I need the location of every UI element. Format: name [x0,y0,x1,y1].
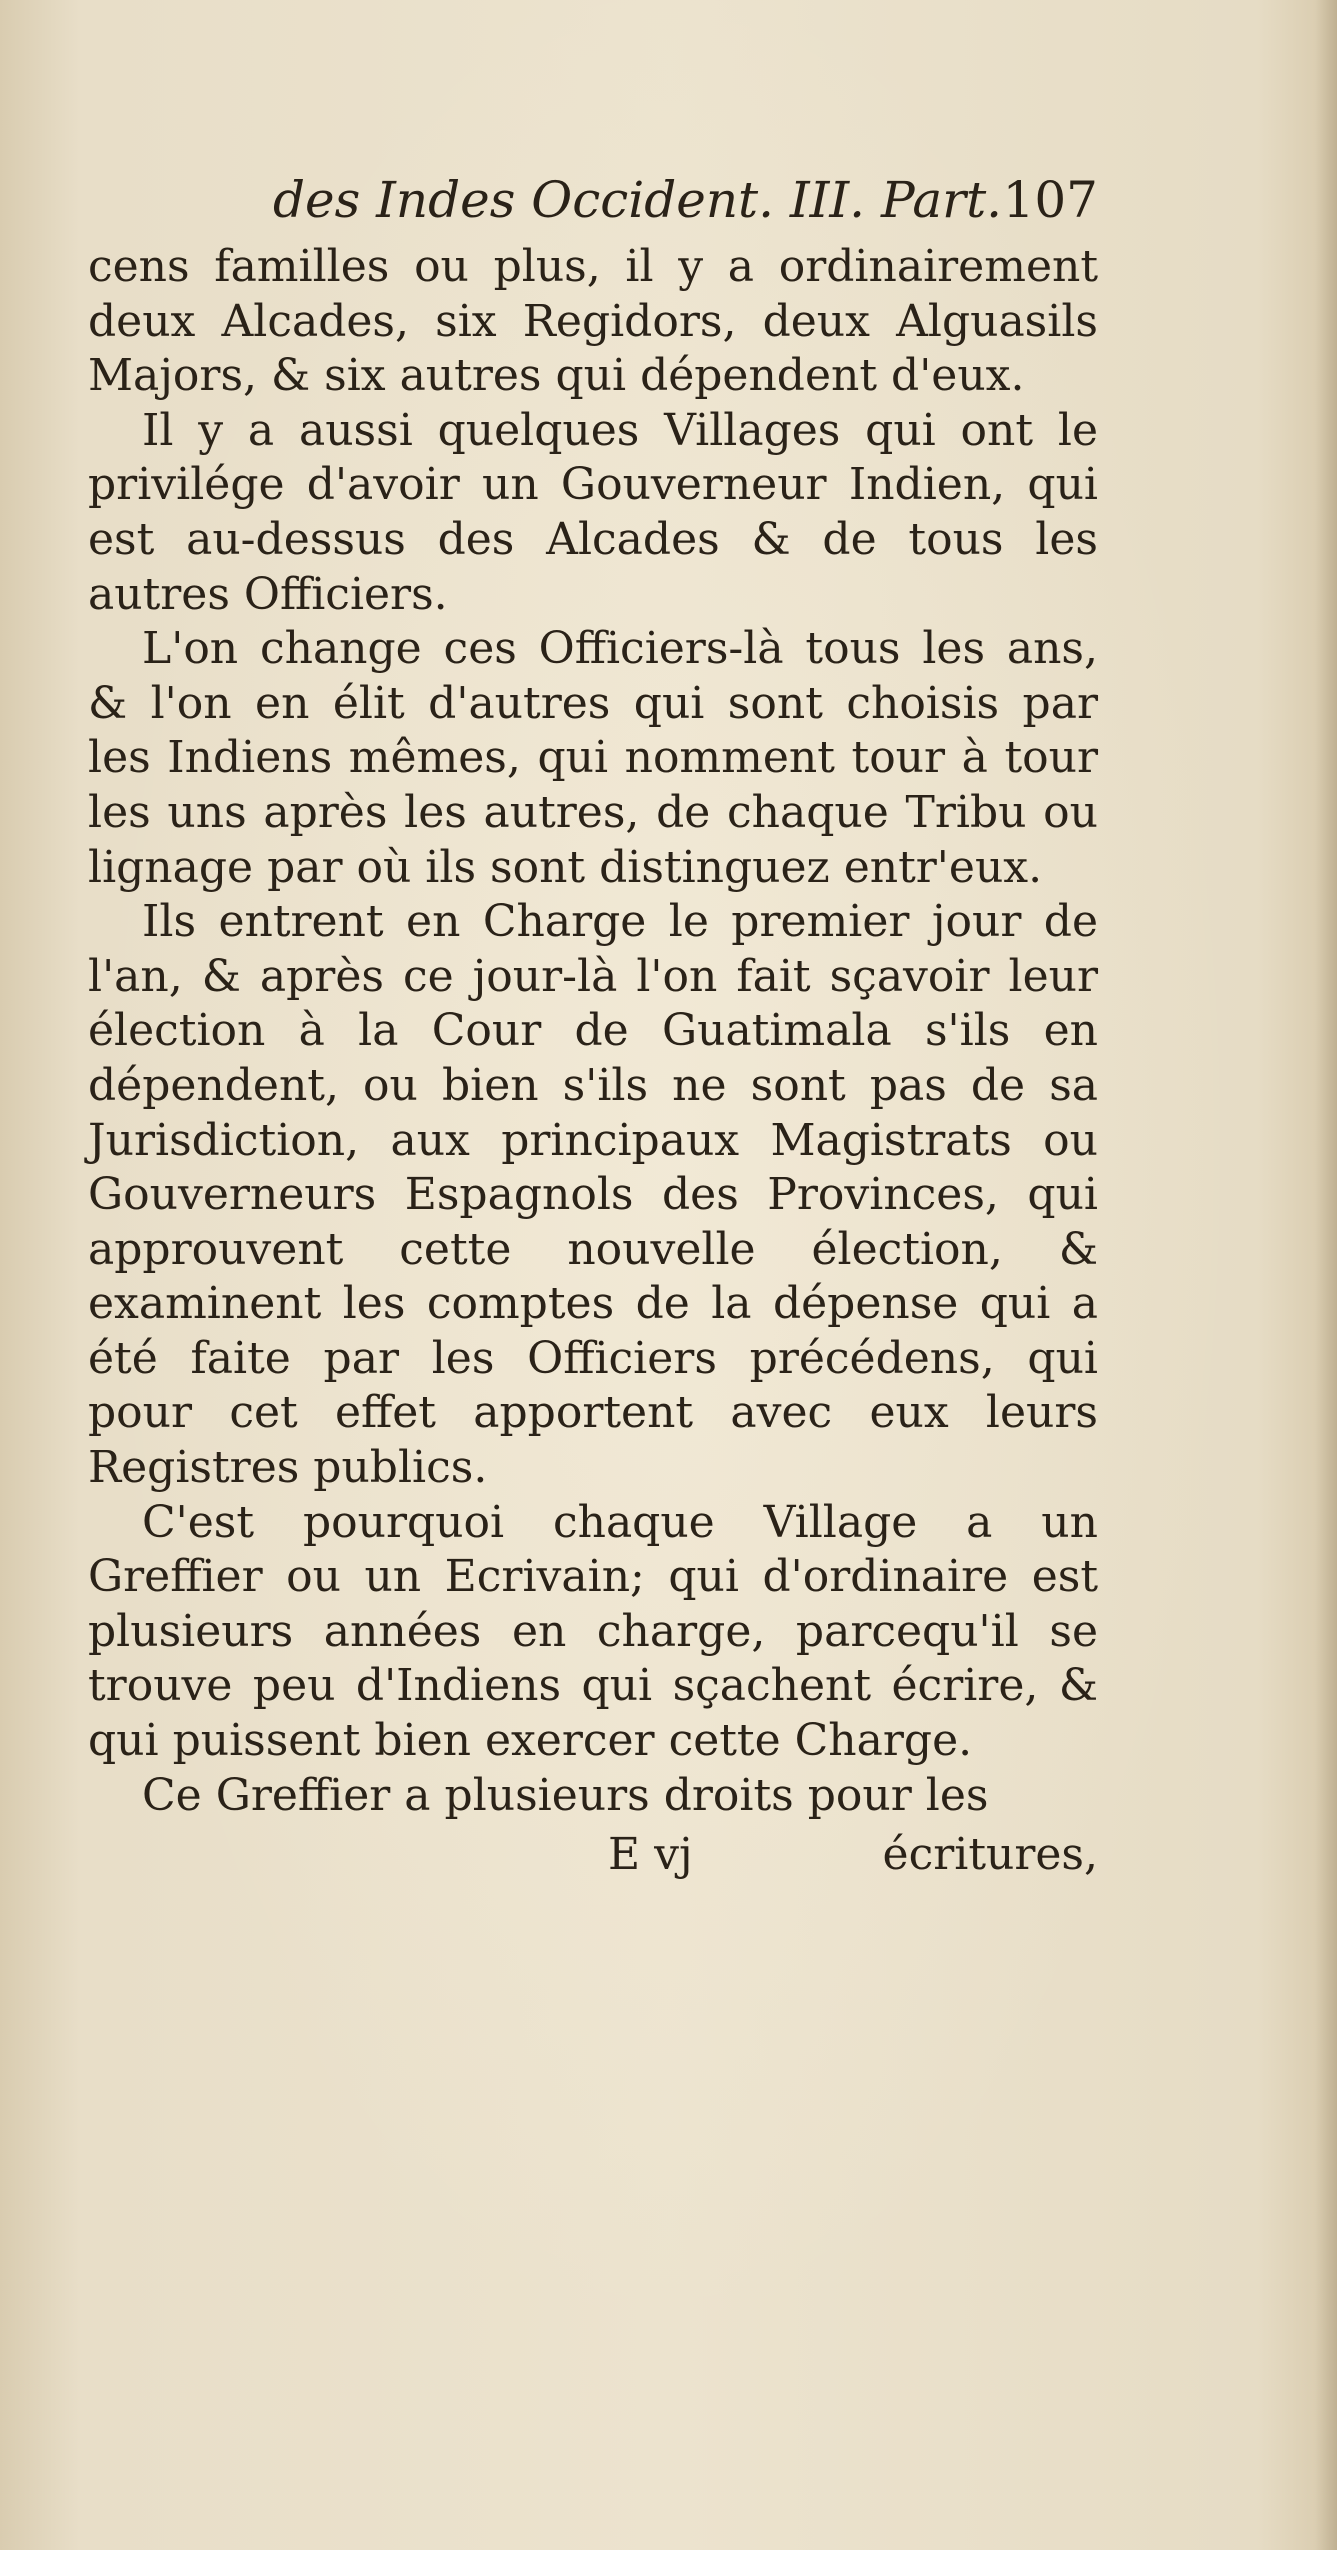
catchword: écritures, [882,1829,1098,1881]
page-footer [88,1825,1098,1885]
running-header [88,160,1098,240]
page-edge-shadow [1315,0,1337,2550]
running-title: des Indes Occident. III. Part. [273,171,1003,229]
paragraph: L'on change ces Officiers-là tous les ans, & l'on en élit d'autres qui sont choisis par les Indiens mêmes, qui nomment tour à tour les uns après les autres, de chaque Tribu ou lignage par où ils sont distinguez entr'eux. [88,623,1098,893]
paragraph-continued: cens familles ou plus, il y a ordinairement deux Alcades, six Regidors, deux Alguasils Majors, & six autres qui dépendent d'eux. [88,241,1098,402]
paragraph-truncated: Ce Greffier a plusieurs droits pour les [142,1769,989,1821]
paragraph: Il y a aussi quelques Villages qui ont le privilége d'avoir un Gouverneur Indien, qui est au-dessus des Alcades & de tous les autres Officiers. [88,404,1098,620]
page-number: 107 [1002,171,1098,229]
text-block [88,160,1098,1885]
paragraph: C'est pourquoi chaque Village a un Greffier ou un Ecrivain; qui d'ordinaire est plusieurs années en charge, parcequ'il se trouve peu d'Indiens qui sçachent écrire, & qui puissent bien exercer cette Charge. [88,1496,1098,1767]
paragraph: Ils entrent en Charge le premier jour de l'an, & après ce jour-là l'on fait sçavoir leur élection à la Cour de Guatimala s'ils en dépendent, ou bien s'ils ne sont pas de sa Jurisdiction, aux principaux Magistrats ou Gouverneurs Espagnols des Provinces, qui approuvent cette nouvelle élection, & examinent les comptes de la dépense qui a été faite par les Officiers précédens, qui pour cet effet apportent avec eux leurs Registres publics. [88,896,1098,1494]
body-text [88,240,1098,1823]
signature-mark: E vj [608,1829,693,1881]
